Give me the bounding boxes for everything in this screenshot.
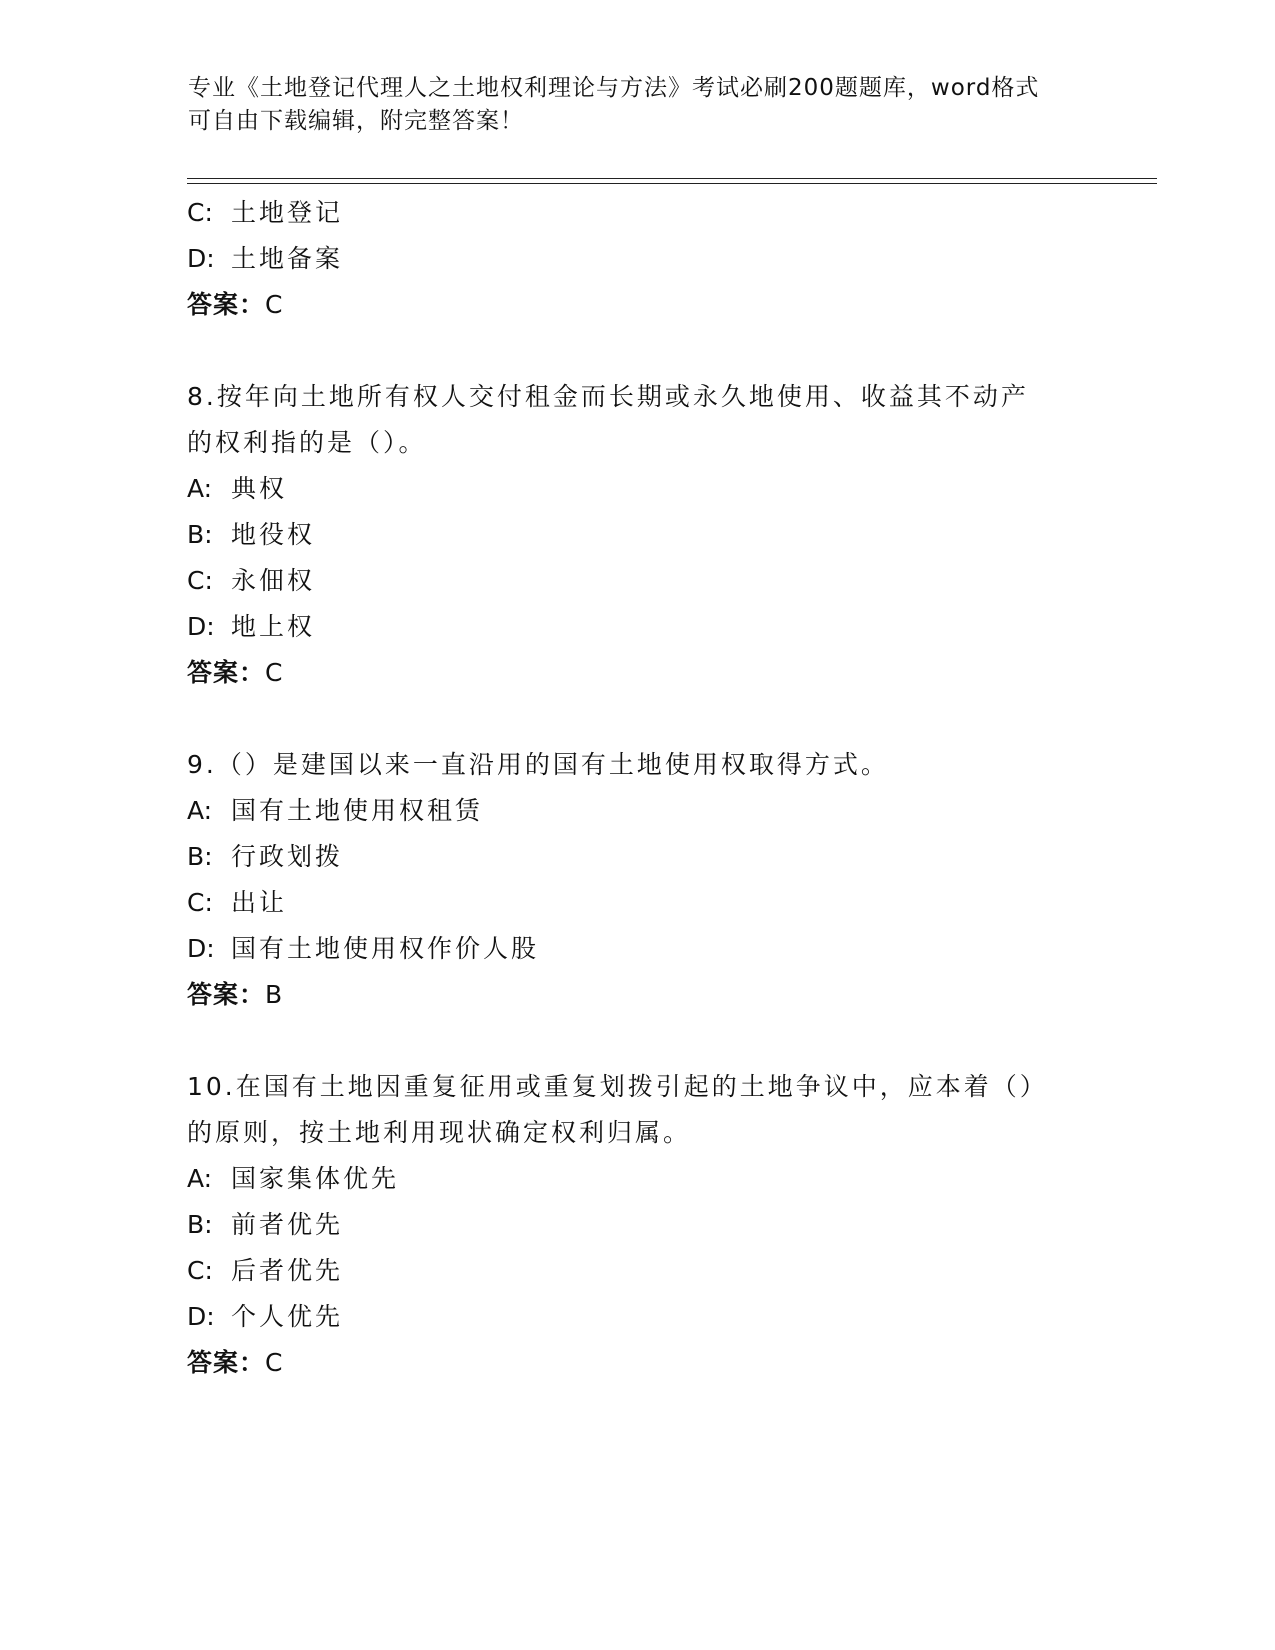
question-10 (187, 1064, 1067, 1386)
option-label: A: (187, 1164, 213, 1193)
question-9 (187, 742, 1067, 1018)
option-label: D: (187, 612, 215, 641)
continued-question (187, 190, 1067, 328)
option-d (187, 1294, 1067, 1340)
option-a (187, 1156, 1067, 1202)
option-label: B: (187, 842, 213, 871)
header-title-line-2: 可自由下载编辑，附完整答案！ (188, 108, 524, 134)
option-label: D: (187, 934, 215, 963)
option-text: 永佃权 (231, 566, 316, 595)
option-b (187, 1202, 1067, 1248)
option-text: 地役权 (231, 520, 316, 549)
option-label: D: (187, 244, 215, 273)
answer-line (187, 1340, 1067, 1386)
answer-value: C (265, 658, 284, 687)
option-text: 国家集体优先 (231, 1164, 400, 1193)
option-a (187, 788, 1067, 834)
answer-value: B (265, 980, 284, 1009)
option-text: 地上权 (231, 612, 316, 641)
option-c (187, 1248, 1067, 1294)
option-c (187, 190, 1067, 236)
question-stem (187, 374, 1067, 466)
answer-line (187, 282, 1067, 328)
question-stem-line-1: 9.（）是建国以来一直沿用的国有土地使用权取得方式。 (187, 750, 889, 779)
option-text: 后者优先 (231, 1256, 344, 1285)
option-label: C: (187, 1256, 213, 1285)
question-stem-line-1: 10.在国有土地因重复征用或重复划拨引起的土地争议中，应本着（） (187, 1072, 1048, 1101)
option-text: 出让 (231, 888, 288, 917)
answer-value: C (265, 1348, 284, 1377)
question-stem-line-2: 的原则，按土地利用现状确定权利归属。 (187, 1118, 692, 1147)
option-c (187, 558, 1067, 604)
option-d (187, 604, 1067, 650)
question-stem (187, 1064, 1067, 1156)
answer-label: 答案： (187, 980, 266, 1009)
option-text: 国有土地使用权租赁 (231, 796, 484, 825)
option-b (187, 512, 1067, 558)
question-stem-line-2: 的权利指的是（）。 (187, 428, 427, 457)
option-c (187, 880, 1067, 926)
answer-line (187, 972, 1067, 1018)
option-d (187, 236, 1067, 282)
option-d (187, 926, 1067, 972)
option-text: 土地登记 (231, 198, 344, 227)
option-text: 典权 (231, 474, 288, 503)
option-label: C: (187, 888, 213, 917)
option-a (187, 466, 1067, 512)
header-title-line-1: 专业《土地登记代理人之土地权利理论与方法》考试必刷200题题库，word格式 (188, 75, 1040, 101)
header-divider (187, 178, 1157, 184)
question-8 (187, 374, 1067, 696)
answer-value: C (265, 290, 284, 319)
answer-line (187, 650, 1067, 696)
option-text: 国有土地使用权作价人股 (231, 934, 540, 963)
option-b (187, 834, 1067, 880)
question-stem-line-1: 8.按年向土地所有权人交付租金而长期或永久地使用、收益其不动产 (187, 382, 1029, 411)
option-label: B: (187, 520, 213, 549)
option-label: C: (187, 198, 213, 227)
option-label: A: (187, 796, 213, 825)
answer-label: 答案： (187, 1348, 266, 1377)
answer-label: 答案： (187, 658, 266, 687)
option-text: 前者优先 (231, 1210, 344, 1239)
option-label: B: (187, 1210, 213, 1239)
document-body (187, 190, 1067, 1386)
option-label: A: (187, 474, 213, 503)
option-text: 土地备案 (231, 244, 344, 273)
document-header (188, 72, 1068, 138)
question-stem (187, 742, 1067, 788)
answer-label: 答案： (187, 290, 266, 319)
option-text: 个人优先 (231, 1302, 344, 1331)
option-label: C: (187, 566, 213, 595)
option-label: D: (187, 1302, 215, 1331)
option-text: 行政划拨 (231, 842, 344, 871)
